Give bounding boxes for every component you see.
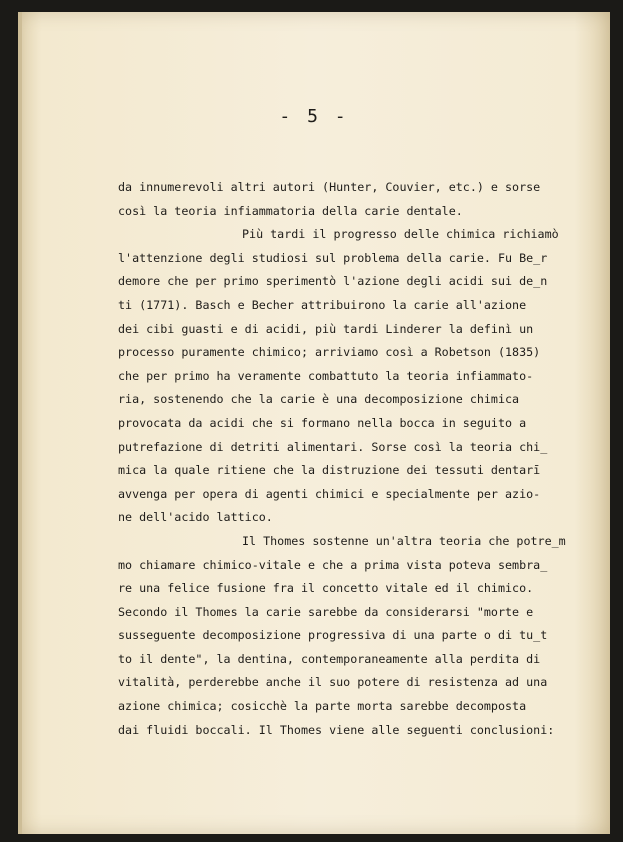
text-line: ne dell'acido lattico. bbox=[118, 510, 273, 525]
text-line: così la teoria infiammatoria della carie dentale. bbox=[118, 203, 463, 218]
text-line: processo puramente chimico; arriviamo così a Robetson (1835) bbox=[118, 345, 541, 360]
text-line: dai fluidi boccali. Il Thomes viene alle seguenti conclusioni: bbox=[118, 722, 555, 737]
text-line: azione chimica; cosicchè la parte morta sarebbe decomposta bbox=[118, 699, 527, 714]
text-line: Il Thomes sostenne un'altra teoria che potre̲m bbox=[242, 533, 566, 548]
text-line: da innumerevoli altri autori (Hunter, Couvier, etc.) e sorse bbox=[118, 180, 541, 194]
text-line: vitalità, perderebbe anche il suo potere di resistenza ad una bbox=[118, 675, 548, 690]
text-line: ti (1771). Basch e Becher attribuirono la carie all'azione bbox=[118, 297, 527, 312]
text-line: demore che per primo sperimentò l'azione degli acidi sui de̲n bbox=[118, 274, 548, 289]
text-line: to il dente", la dentina, contemporaneamente alla perdita di bbox=[118, 651, 541, 666]
text-line: provocata da acidi che si formano nella bocca in seguito a bbox=[118, 415, 527, 430]
text-line: mo chiamare chimico-vitale e che a prima vista poteva sembra̲ bbox=[118, 557, 548, 572]
body-text bbox=[118, 176, 608, 742]
text-line: re una felice fusione fra il concetto vitale ed il chimico. bbox=[118, 581, 534, 596]
typewritten-page bbox=[18, 12, 610, 834]
page-number: - 5 - bbox=[279, 106, 349, 127]
text-line: Più tardi il progresso delle chimica richiamò bbox=[242, 227, 559, 242]
text-line: mica la quale ritiene che la distruzione dei tessuti dentarī bbox=[118, 463, 541, 478]
text-line: ria, sostenendo che la carie è una decomposizione chimica bbox=[118, 392, 520, 407]
text-line: dei cibi guasti e di acidi, più tardi Linderer la definì un bbox=[118, 321, 534, 336]
text-line: che per primo ha veramente combattuto la teoria infiammato- bbox=[118, 368, 534, 383]
text-line: susseguente decomposizione progressiva di una parte o di tu̲t bbox=[118, 628, 548, 643]
text-line: Secondo il Thomes la carie sarebbe da considerarsi "morte e bbox=[118, 604, 534, 619]
text-line: putrefazione di detriti alimentari. Sorse così la teoria chi̲ bbox=[118, 439, 548, 454]
paper-edge bbox=[18, 12, 22, 834]
text-line: l'attenzione degli studiosi sul problema della carie. Fu Be̲r bbox=[118, 250, 548, 265]
text-line: avvenga per opera di agenti chimici e specialmente per azio- bbox=[118, 486, 541, 501]
